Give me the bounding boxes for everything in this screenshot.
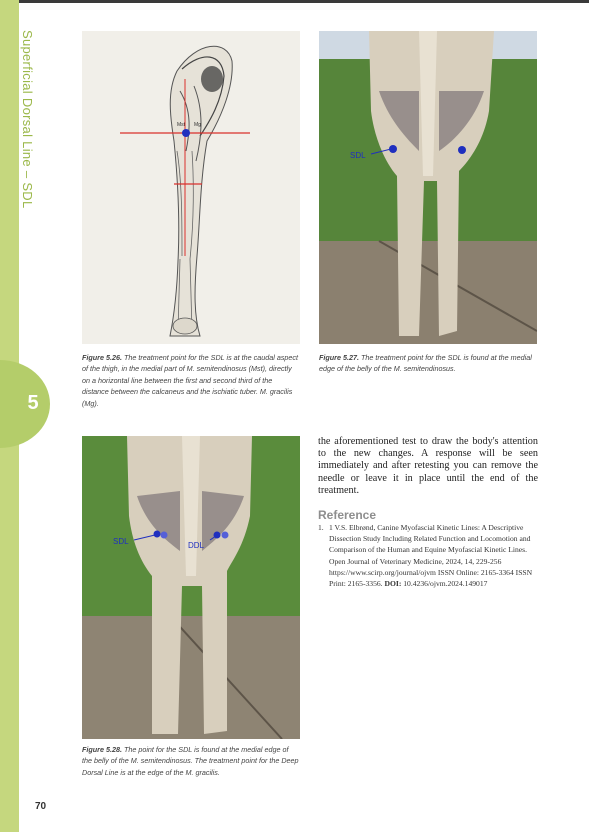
top-border	[0, 0, 589, 3]
marker-label-ddl: DDL	[188, 541, 205, 550]
section-title: Superficial Dorsal Line – SDL	[20, 30, 35, 209]
figure-5-27-caption	[319, 352, 539, 375]
marker-label-sdl: SDL	[350, 151, 366, 160]
reference-text	[329, 522, 540, 589]
reference-number: 1.	[318, 523, 324, 532]
figure-label: Figure 5.27.	[319, 353, 359, 362]
doi-label: DOI:	[384, 579, 402, 589]
marker-label-sdl: SDL	[113, 537, 129, 546]
reference-list	[318, 522, 540, 589]
goat-hindlegs-photo	[319, 31, 537, 344]
figure-5-28-image	[82, 436, 300, 739]
reference-item	[318, 522, 540, 589]
body-paragraph: the aforementioned test to draw the body's attention to the new changes. A response will be seen immediately and after retesting you can remove the needle or leave it in place until the end of the treatment.	[318, 436, 538, 496]
figure-5-27-image	[319, 31, 537, 344]
caption-text: The treatment point for the SDL is found at the medial edge of the belly of the M. semitendinosus.	[319, 353, 532, 374]
chapter-number: 5	[27, 392, 39, 414]
figure-5-28-caption	[82, 744, 300, 778]
marker-label-mst: Mst	[177, 122, 186, 128]
reference-heading: Reference	[318, 508, 377, 522]
leg-anatomy-drawing	[82, 31, 300, 344]
marker-label-mg: Mg	[194, 122, 201, 128]
figure-5-26-caption	[82, 352, 300, 409]
doi-value: 10.4236/ojvm.2024.149017	[401, 579, 488, 589]
running-header	[20, 30, 40, 220]
caption-text: The treatment point for the SDL is at the caudal aspect of the thigh, in the medial part of M. semitendinosus (Mst), directly on a horizontal line between the first and second third of the distance between the calcaneus and the ischiatic tuber. M. gracilis (Mg).	[82, 353, 299, 408]
goat-hindlegs-photo-two-points	[82, 436, 300, 739]
figure-label: Figure 5.28.	[82, 745, 122, 754]
figure-label: Figure 5.26.	[82, 353, 122, 362]
figure-5-26-image	[82, 31, 300, 344]
reference-citation: 1 V.S. Elbrønd, Canine Myofascial Kinetic Lines: A Descriptive Dissection Study Including Related Function and Locomotion and Comparison of the Human and Equine Myofascial Kinetic Lines. Open Journal of Veterinary Medicine, 2024, 14, 229-256 https://www.scirp.org/journal/ojvm ISSN Online: 2165-3364 ISSN Print: 2165-3356.	[329, 523, 533, 589]
caption-text: The point for the SDL is found at the medial edge of the belly of the M. semitendinosus. The treatment point for the Deep Dorsal Line is at the edge of the M. gracilis.	[82, 745, 299, 777]
page-number: 70	[35, 801, 47, 812]
